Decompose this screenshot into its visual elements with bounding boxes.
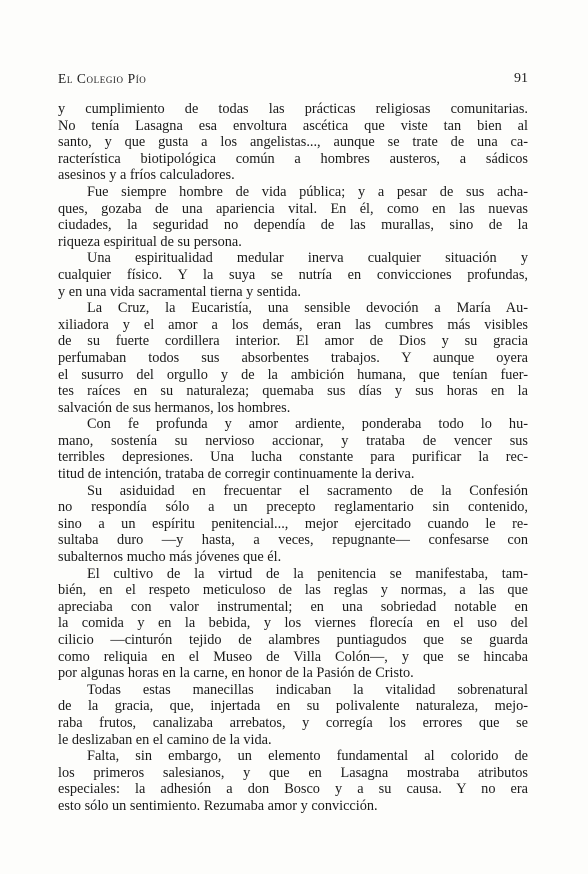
text-line: Con fe profunda y amor ardiente, ponderaba todo lo hu- <box>87 416 528 433</box>
text-line: subalternos mucho más jóvenes que él. <box>58 549 282 566</box>
text-line: de su fuerte cordillera interior. El amor de Dios y su gracia <box>58 333 528 350</box>
text-line: Fue siempre hombre de vida pública; y a pesar de sus acha- <box>87 183 528 200</box>
text-line: racterística biotipológica común a hombres austeros, a sádicos <box>58 150 528 167</box>
page-header <box>58 71 528 89</box>
text-line: sultaba duro —y hasta, a veces, repugnante— confesarse con <box>58 532 528 549</box>
paragraph <box>58 250 528 300</box>
text-line: y en una vida sacramental tierna y sentida. <box>58 283 301 300</box>
text-line: cualquier físico. Y la suya se nutría en convicciones profundas, <box>58 266 528 283</box>
text-line: sino a un espíritu penitencial..., mejor ejercitado cuando le re- <box>58 515 528 532</box>
text-line: titud de intención, trataba de corregir continuamente la deriva. <box>58 466 415 483</box>
page-number: 91 <box>514 71 528 86</box>
text-line: tes raíces en su naturaleza; quemaba sus días y sus horas en la <box>58 383 528 400</box>
text-line: terribles depresiones. Una lucha constante para purificar la rec- <box>58 449 528 466</box>
text-line: la comida y en la bebida, y los viernes florecía en el uso del <box>58 615 528 632</box>
paragraph <box>58 566 528 682</box>
text-line: ques, gozaba de una apariencia vital. En él, como en las nuevas <box>58 200 528 217</box>
paragraph <box>58 682 528 748</box>
text-line: santo, y que gusta a los angelistas..., aunque se trate de una ca- <box>58 134 528 151</box>
paragraph <box>58 748 528 814</box>
paragraph <box>58 184 528 250</box>
text-line: Su asiduidad en frecuentar el sacramento de la Confesión <box>87 482 528 499</box>
paragraph <box>58 416 528 482</box>
body-text <box>58 101 528 815</box>
text-line: cilicio —cinturón tejido de alambres puntiagudos que se guarda <box>58 632 528 648</box>
text-line: riqueza espiritual de su persona. <box>58 233 242 250</box>
text-line: Falta, sin embargo, un elemento fundamental al colorido de <box>87 748 528 765</box>
text-line: apreciaba con valor instrumental; en una sobriedad notable en <box>58 598 528 615</box>
paragraph <box>58 483 528 566</box>
running-title: El Colegio Pío <box>58 71 147 86</box>
text-line: esto sólo un sentimiento. Rezumaba amor y convicción. <box>58 797 378 814</box>
text-line: especiales: la adhesión a don Bosco y a su causa. Y no era <box>58 781 528 798</box>
paragraph <box>58 101 528 184</box>
text-line: raba frutos, canalizaba arrebatos, y corregía los errores que se <box>58 714 528 731</box>
text-line: y cumplimiento de todas las prácticas religiosas comunitarias. <box>58 101 528 117</box>
text-line: los primeros salesianos, y que en Lasagna mostraba atributos <box>58 764 528 781</box>
paragraph <box>58 300 528 416</box>
text-line: Una espiritualidad medular inerva cualquier situación y <box>87 250 528 267</box>
text-line: el susurro del orgullo y de la ambición humana, que tenían fuer- <box>58 366 528 383</box>
text-line: no respondía sólo a un precepto reglamentario sin contenido, <box>58 499 528 516</box>
text-line: por algunas horas en la carne, en honor de la Pasión de Cristo. <box>58 665 414 682</box>
text-line: como reliquia en el Museo de Villa Colón—, y que se hincaba <box>58 648 528 665</box>
text-line: de la gracia, que, injertada en su polivalente naturaleza, mejo- <box>58 698 528 715</box>
text-line: mano, sostenía su nervioso accionar, y trataba de vencer sus <box>58 432 528 449</box>
text-line: La Cruz, la Eucaristía, una sensible devoción a María Au- <box>87 300 528 317</box>
text-line: le deslizaban en el camino de la vida. <box>58 731 272 748</box>
text-line: bién, en el respeto meticuloso de las reglas y normas, a las que <box>58 582 528 599</box>
text-line: salvación de sus hermanos, los hombres. <box>58 399 291 416</box>
text-line: No tenía Lasagna esa envoltura ascética que viste tan bien al <box>58 117 528 134</box>
text-line: asesinos y a fríos calculadores. <box>58 167 235 184</box>
text-line: El cultivo de la virtud de la penitencia se manifestaba, tam- <box>87 565 528 582</box>
text-line: Todas estas manecillas indicaban la vitalidad sobrenatural <box>87 681 528 698</box>
text-line: ciudades, la seguridad no dependía de las murallas, sino de la <box>58 217 528 234</box>
text-line: perfumaban todos sus absorbentes trabajos. Y aunque oyera <box>58 349 528 366</box>
text-line: xiliadora y el amor a los demás, eran las cumbres más visibles <box>58 316 528 333</box>
